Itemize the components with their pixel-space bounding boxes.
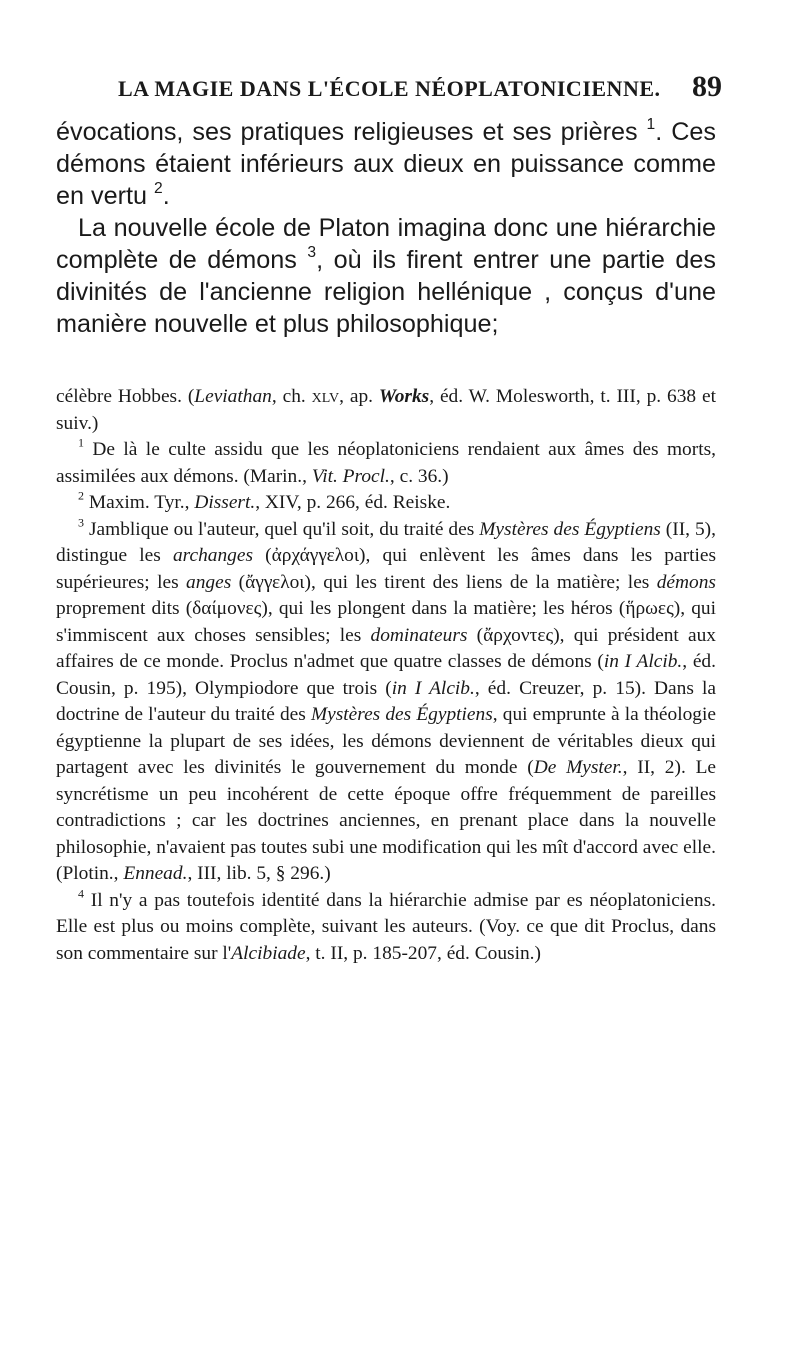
footnotes <box>56 384 716 967</box>
text-run: , c. 36.) <box>389 465 449 487</box>
book-page <box>56 70 722 967</box>
italic-run: Mystères des Égyptiens <box>310 704 493 725</box>
running-title: LA MAGIE DANS L'ÉCOLE NÉOPLATONICIENNE. <box>118 76 661 101</box>
italic-run: De Myster. <box>533 757 623 778</box>
italic-run: in I Alcib. <box>391 677 475 699</box>
italic-run: archanges <box>172 545 253 566</box>
footnote-number: 4 <box>78 886 85 901</box>
italic-run: Alcibiade <box>231 942 306 964</box>
italic-run: anges <box>186 571 232 593</box>
page-number: 89 <box>692 70 722 103</box>
italic-run: in I Alcib. <box>603 651 683 672</box>
footnote-number: 3 <box>78 515 85 530</box>
text-run: , ch. <box>271 386 312 407</box>
text-run: , III, lib. 5, § 296.) <box>187 863 331 884</box>
text-run: Jamblique ou l'auteur, quel qu'il soit, du traité des <box>84 518 480 540</box>
text-run: , XIV, p. 266, éd. Reiske. <box>255 492 451 513</box>
footnote-3 <box>56 517 716 888</box>
italic-run: Dissert. <box>194 492 256 513</box>
text-run: , éd. W. Molesworth, t. III, p. 638 et suiv.) <box>56 386 716 434</box>
text-run: Maxim. Tyr., <box>84 492 195 513</box>
text-run: , où ils firent entrer une partie des divinités de l'ancienne religion hellénique , conçus d'une manière nouvelle et plus philosophique; <box>56 246 716 338</box>
text-run: (II, 5), distingue les <box>56 518 716 566</box>
italic-run: démons <box>656 571 716 593</box>
footnote-ref-3: 3 <box>307 244 317 262</box>
text-run: , ap. <box>339 386 379 407</box>
text-run: (ἄγγελοι), qui les tirent des liens de la matière; les <box>231 571 657 593</box>
footnote-number: 1 <box>78 435 85 450</box>
small-caps-run: xlv <box>311 386 340 407</box>
footnote-ref-2: 2 <box>154 180 163 198</box>
text-run: , qui emprunte à la théologie égyptienne la plupart de ses idées, les démons deviennent de véritables dieux qui partagent avec les divinités le gouvernement du monde ( <box>56 704 716 778</box>
text-run: , t. II, p. 185-207, éd. Cousin.) <box>305 942 541 964</box>
text-run: . Ces démons étaient inférieurs aux dieux en puissance comme en vertu <box>56 118 716 210</box>
italic-run: Vit. Procl. <box>311 465 390 487</box>
text-run: , II, 2). Le syncrétisme un peu incohérent de cette époque offre fréquemment de pareilles contradictions ; car les doctrines anciennes, en prenant place dans la nouvelle philosophie, n'avaient pas toutes subi une modification qui les mît d'accord avec elle. (Plotin., <box>56 757 717 884</box>
footnote-4 <box>56 888 716 968</box>
text-run: De là le culte assidu que les néoplatoniciens rendaient aux âmes des morts, assimilées aux démons. (Marin., <box>56 439 716 487</box>
running-header <box>56 70 722 114</box>
paragraph-2 <box>56 212 716 340</box>
text-run: proprement dits (δαίμονες), qui les plongent dans la matière; les héros (ἥρωες), qui s'immiscent aux choses sensibles; les <box>56 598 716 646</box>
text-run: évocations, ses pratiques religieuses et ses prières <box>56 118 647 146</box>
text-run: célèbre Hobbes. ( <box>56 386 195 407</box>
footnote-2 <box>56 490 716 517</box>
text-run: , éd. Creuzer, p. 15). Dans la doctrine de l'auteur du traité des <box>56 677 716 725</box>
italic-run: Works <box>378 386 430 407</box>
text-run: , éd. Cousin, p. 195), Olympiodore que trois ( <box>56 651 716 699</box>
italic-run: dominateurs <box>370 624 468 646</box>
footnote-number: 2 <box>78 488 85 503</box>
italic-run: Ennead. <box>123 863 188 884</box>
text-run: La nouvelle école de Platon imagina donc une hiérarchie complète de démons <box>56 214 716 274</box>
italic-run: Leviathan <box>194 386 272 407</box>
paragraph-1 <box>56 116 716 212</box>
main-text <box>56 116 716 340</box>
text-run: Il n'y a pas toutefois identité dans la hiérarchie admise par es néoplatoniciens. Elle est plus ou moins complète, suivant les auteurs. (Voy. ce que dit Proclus, dans son commentaire sur l' <box>56 889 716 964</box>
footnote-continuation <box>56 384 716 437</box>
footnote-1 <box>56 437 716 490</box>
text-run: (ἀρχάγγελοι), qui enlèvent les âmes dans les parties supérieures; les <box>56 545 716 593</box>
italic-run: Mystères des Égyptiens <box>479 518 661 540</box>
footnote-ref-1: 1 <box>646 116 656 134</box>
text-run: . <box>162 182 170 210</box>
text-run: (ἄρχοντες), qui président aux affaires de ce monde. Proclus n'admet que quatre classes de démons ( <box>56 624 716 672</box>
